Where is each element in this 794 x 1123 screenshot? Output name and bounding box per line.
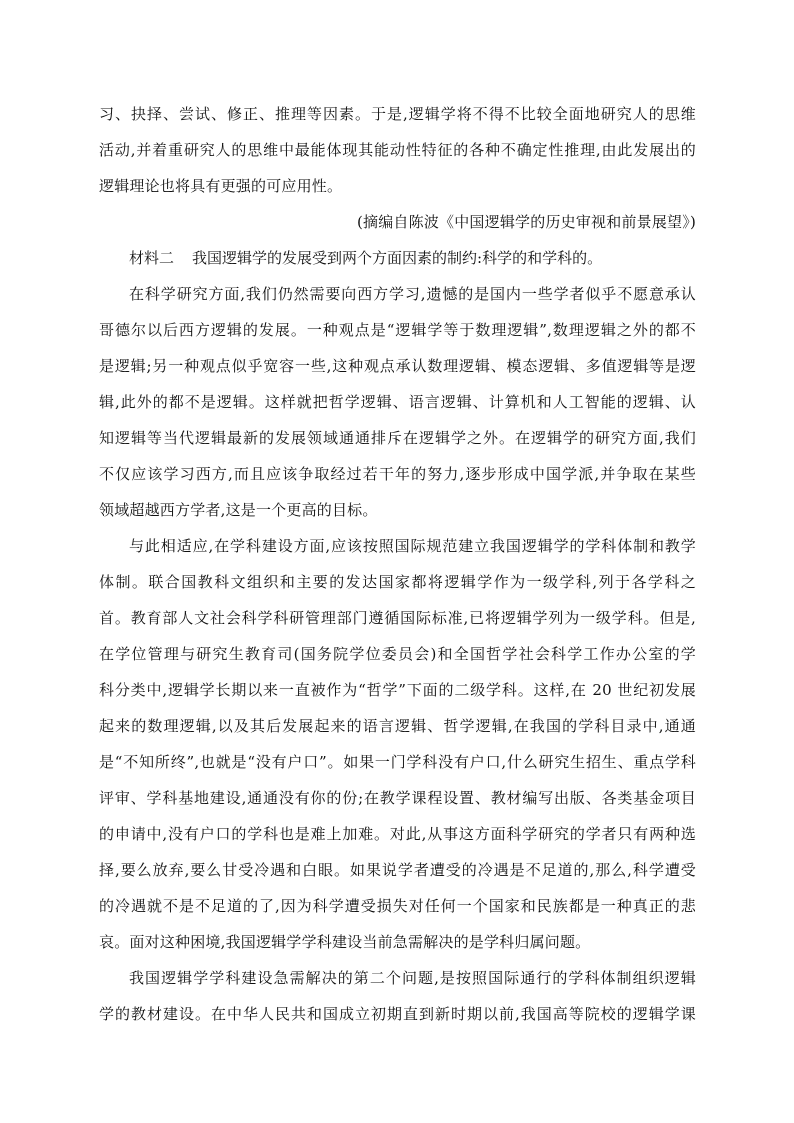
para1-line-1: 习、抉择、尝试、修正、推理等因素。于是,逻辑学将不得不比较全面地研究人的思维 [99, 105, 696, 123]
para3-line-12: 哀。面对这种困境,我国逻辑学学科建设当前急需解决的是学科归属问题。 [99, 933, 591, 951]
para4-line-2: 学的教材建设。在中华人民共和国成立初期直到新时期以前,我国高等院校的逻辑学课 [99, 1005, 696, 1023]
para4-line-1: 我国逻辑学学科建设急需解决的第二个问题,是按照国际通行的学科体制组织逻辑 [129, 969, 696, 987]
source-citation: (摘编自陈波《中国逻辑学的历史审视和前景展望》) [356, 213, 696, 231]
para2-line-1: 在科学研究方面,我们仍然需要向西方学习,遗憾的是国内一些学者似乎不愿意承认 [129, 285, 696, 303]
para1-line-2: 活动,并着重研究人的思维中最能体现其能动性特征的各种不确定性推理,由此发展出的 [99, 141, 696, 159]
material2-label: 材料二 [129, 249, 175, 267]
para3-line-9: 的申请中,没有户口的学科也是难上加难。对此,从事这方面科学研究的学者只有两种选 [99, 825, 696, 843]
material2-heading [129, 248, 602, 268]
para3-line-2: 体制。联合国教科文组织和主要的发达国家都将逻辑学作为一级学科,列于各学科之 [99, 573, 696, 591]
para3-line-5: 科分类中,逻辑学长期以来一直被作为“哲学”下面的二级学科。这样,在 20 世纪初发展 [99, 681, 696, 699]
para1-line-3: 逻辑理论也将具有更强的可应用性。 [99, 177, 343, 195]
para2-line-3: 是逻辑;另一种观点似乎宽容一些,这种观点承认数理逻辑、模态逻辑、多值逻辑等是逻 [99, 357, 696, 375]
para2-line-2: 哥德尔以后西方逻辑的发展。一种观点是“逻辑学等于数理逻辑”,数理逻辑之外的都不 [99, 321, 696, 339]
para2-line-7: 领域超越西方学者,这是一个更高的目标。 [99, 501, 378, 519]
para3-line-6: 起来的数理逻辑,以及其后发展起来的语言逻辑、哲学逻辑,在我国的学科目录中,通通 [99, 717, 696, 735]
para3-line-3: 首。教育部人文社会科学科研管理部门遵循国际标准,已将逻辑学列为一级学科。但是, [99, 609, 696, 627]
para3-line-11: 的冷遇就不是不足道的了,因为科学遭受损失对任何一个国家和民族都是一种真正的悲 [99, 897, 696, 915]
para3-line-1: 与此相适应,在学科建设方面,应该按照国际规范建立我国逻辑学的学科体制和教学 [129, 537, 696, 555]
material2-text: 我国逻辑学的发展受到两个方面因素的制约:科学的和学科的。 [192, 249, 603, 267]
para3-line-7: 是“不知所终”,也就是“没有户口”。如果一门学科没有户口,什么研究生招生、重点学科 [99, 753, 696, 771]
para2-line-5: 知逻辑等当代逻辑最新的发展领域通通排斥在逻辑学之外。在逻辑学的研究方面,我们 [99, 429, 696, 447]
para3-line-8: 评审、学科基地建设,通通没有你的份;在教学课程设置、教材编写出版、各类基金项目 [99, 789, 696, 807]
para3-line-4: 在学位管理与研究生教育司(国务院学位委员会)和全国哲学社会科学工作办公室的学 [99, 645, 696, 663]
para3-line-10: 择,要么放弃,要么甘受冷遇和白眼。如果说学者遭受的冷遇是不足道的,那么,科学遭受 [99, 861, 696, 879]
para2-line-4: 辑,此外的都不是逻辑。这样就把哲学逻辑、语言逻辑、计算机和人工智能的逻辑、认 [99, 393, 696, 411]
para2-line-6: 不仅应该学习西方,而且应该争取经过若干年的努力,逐步形成中国学派,并争取在某些 [99, 465, 696, 483]
